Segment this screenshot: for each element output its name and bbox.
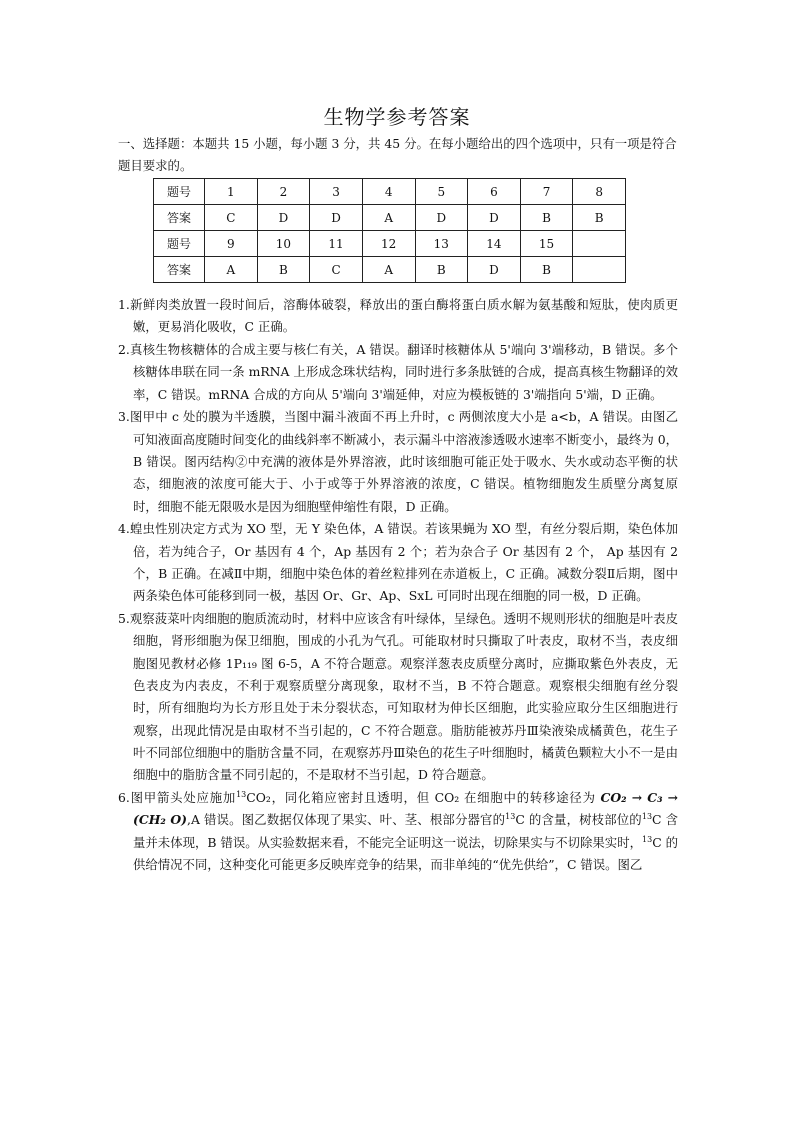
table-cell: B <box>573 205 626 231</box>
explanation-q4: 4.蝗虫性别决定方式为 XO 型，无 Y 染色体，A 错误。若该果蝇为 XO 型，有丝分裂后期，染色体加倍，若为纯合子，Or 基因有 4 个，Ap 基因有 2 个；若为杂合子 Or 基因有 2 个， Ap 基因有 2 个，B 正确。在减Ⅱ中期，细胞中染色体的着丝粒排列在赤道板上，C 正确。减数分裂Ⅱ后期，图中两条染色体可能移到同一极，基因 Or、Gr、Ap、SxL 可同时出现在细胞的同一极，D 正确。 <box>118 521 678 604</box>
table-cell: 8 <box>573 179 626 205</box>
table-cell: 1 <box>205 179 258 205</box>
table-cell: 4 <box>362 179 415 205</box>
table-cell: C <box>310 257 363 283</box>
table-cell: A <box>362 257 415 283</box>
table-row <box>154 205 626 231</box>
explanations <box>118 294 678 877</box>
section-intro: 一、选择题：本题共 15 小题，每小题 3 分，共 45 分。在每小题给出的四个选项中，只有一项是符合题目要求的。 <box>118 136 677 173</box>
row-label: 答案 <box>154 205 205 231</box>
table-cell: D <box>310 205 363 231</box>
table-cell: 7 <box>520 179 573 205</box>
table-cell: 10 <box>257 231 310 257</box>
table-cell: B <box>257 257 310 283</box>
table-cell: 15 <box>520 231 573 257</box>
row-label: 题号 <box>154 231 205 257</box>
table-row <box>154 179 626 205</box>
table-cell: A <box>362 205 415 231</box>
table-cell: 5 <box>415 179 468 205</box>
table-cell: C <box>205 205 258 231</box>
table-cell: A <box>205 257 258 283</box>
page-title: 生物学参考答案 <box>323 105 471 129</box>
row-label: 答案 <box>154 257 205 283</box>
table-cell: B <box>520 257 573 283</box>
table-cell: B <box>415 257 468 283</box>
table-cell: 2 <box>257 179 310 205</box>
table-cell <box>573 231 626 257</box>
explanation-q1: 1.新鲜肉类放置一段时间后，溶酶体破裂，释放出的蛋白酶将蛋白质水解为氨基酸和短肽，使肉质更嫩，更易消化吸收，C 正确。 <box>118 297 678 335</box>
table-cell: B <box>520 205 573 231</box>
table-row <box>154 231 626 257</box>
explanation-q5: 5.观察菠菜叶肉细胞的胞质流动时，材料中应该含有叶绿体，呈绿色。透明不规则形状的细胞是叶表皮细胞，肾形细胞为保卫细胞，围成的小孔为气孔。可能取材时只撕取了叶表皮，取材不当，表皮细胞图见教材必修 1P₁₁₉ 图 6-5，A 不符合题意。观察洋葱表皮质壁分离时，应撕取紫色外表皮，无色表皮为内表皮，不利于观察质壁分离现象，取材不当，B 不符合题意。观察根尖细胞有丝分裂时，所有细胞均为长方形且处于未分裂状态，可知取材为伸长区细胞，此实验应取分生区细胞进行观察，出现此情况是由取材不当引起的，C 不符合题意。脂肪能被苏丹Ⅲ染液染成橘黄色，花生子叶不同部位细胞中的脂肪含量不同，在观察苏丹Ⅲ染色的花生子叶细胞时，橘黄色颗粒大小不一是由细胞中的脂肪含量不同引起的，不是取材不当引起，D 符合题意。 <box>118 611 678 783</box>
table-cell: D <box>468 205 521 231</box>
table-cell: D <box>468 257 521 283</box>
row-label: 题号 <box>154 179 205 205</box>
table-cell: 14 <box>468 231 521 257</box>
explanation-q3: 3.图甲中 c 处的膜为半透膜，当图中漏斗液面不再上升时，c 两侧浓度大小是 a<b，A 错误。由图乙可知液面高度随时间变化的曲线斜率不断减小，表示漏斗中溶液渗透吸水速率不断变小，最终为 0，B 错误。图丙结构②中充满的液体是外界溶液，此时该细胞可能正处于吸水、失水或动态平衡的状态，细胞液的浓度可能大于、小于或等于外界溶液的浓度，C 错误。植物细胞发生质壁分离复原时，细胞不能无限吸水是因为细胞壁伸缩性有限，D 正确。 <box>118 409 678 514</box>
table-cell: 13 <box>415 231 468 257</box>
table-cell <box>573 257 626 283</box>
table-cell: 6 <box>468 179 521 205</box>
table-cell: D <box>257 205 310 231</box>
explanation-q6: 6.图甲箭头处应施加$^{13}$CO₂，同化箱应密封且透明，但 CO₂ 在细胞中的转移途径为 CO₂ → C₃ → (CH₂ O),A 错误。图乙数据仅体现了果实、叶、茎、根部分器官的$^{13}$C 的含量，树枝部位的$^{13}$C 含量并未体现，B 错误。从实验数据来看，不能完全证明这一说法，切除果实与不切除果实时，$^{13}$C 的供给情况不同，这种变化可能更多反映库竞争的结果，而非单纯的“优先供给”，C 错误。图乙 <box>118 789 679 872</box>
table-row <box>154 257 626 283</box>
table-cell: 11 <box>310 231 363 257</box>
table-cell: D <box>415 205 468 231</box>
table-cell: 9 <box>205 231 258 257</box>
table-cell: 3 <box>310 179 363 205</box>
answer-table <box>153 178 626 283</box>
table-cell: 12 <box>362 231 415 257</box>
explanation-q2: 2.真核生物核糖体的合成主要与核仁有关，A 错误。翻译时核糖体从 5'端向 3'端移动，B 错误。多个核糖体串联在同一条 mRNA 上形成念珠状结构，同时进行多条肽链的合成，提高真核生物翻译的效率，C 错误。mRNA 合成的方向从 5'端向 3'端延伸，对应为模板链的 3'端指向 5'端，D 正确。 <box>118 342 678 402</box>
